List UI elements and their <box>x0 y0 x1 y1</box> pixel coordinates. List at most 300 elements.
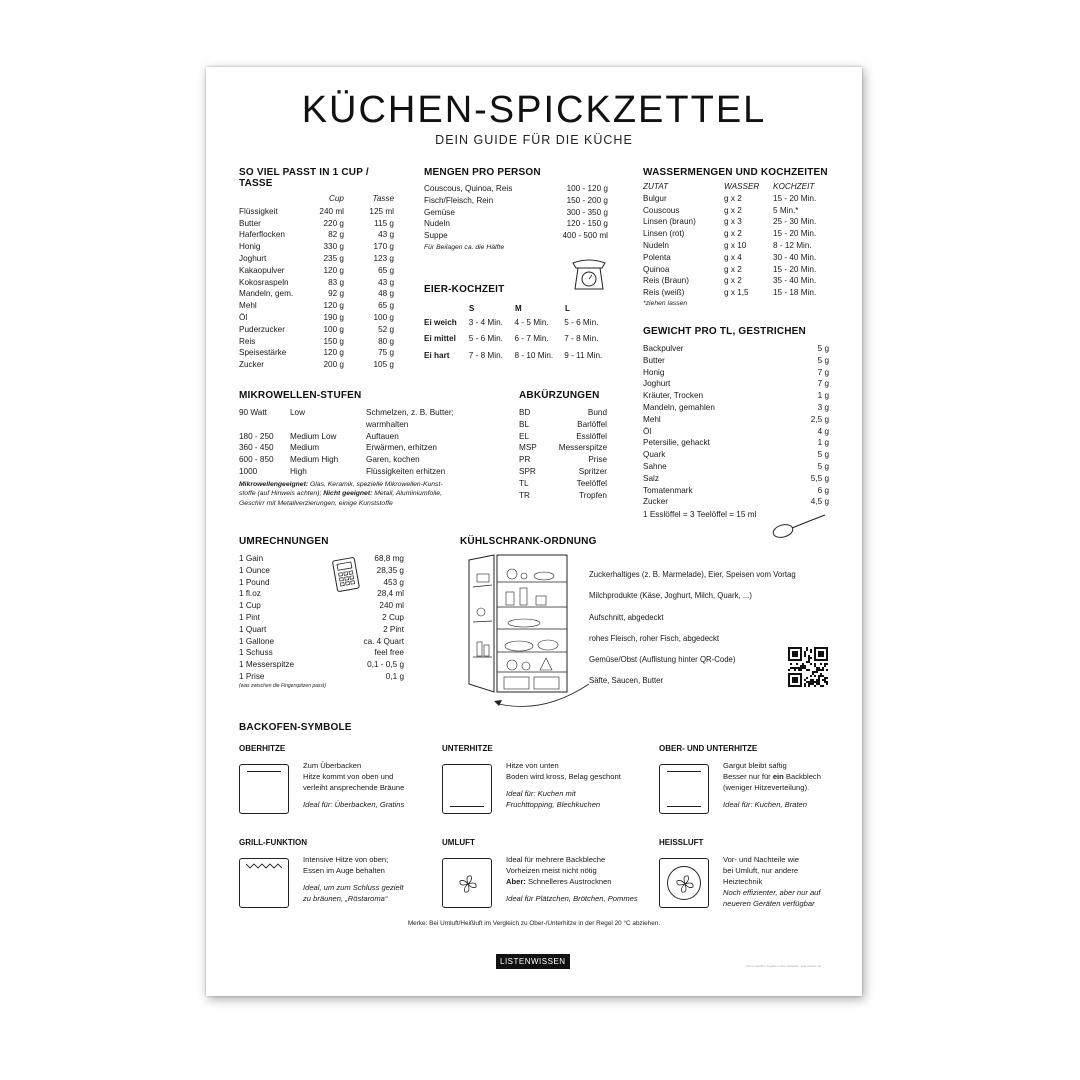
wasser-row-cell: Quinoa <box>643 264 670 274</box>
mengen-row <box>424 218 610 230</box>
wasser-row <box>643 275 829 287</box>
umluft-icon <box>442 858 492 908</box>
mikro-row-cell: warmhalten <box>366 419 409 429</box>
gewicht-row-cell: Joghurt <box>643 379 671 389</box>
gewicht-row-cell: Tomatenmark <box>643 485 693 495</box>
merke-note: Merke: Bei Umluft/Heißluft im Vergleich zu Ober-/Unterhitze in der Regel 20 °C abziehen. <box>407 920 661 927</box>
umrech-row-cell: 2 Pint <box>383 624 404 634</box>
umrech-row-cell: 1 Prise <box>239 671 265 681</box>
oven-grill-title: GRILL-FUNKTION <box>239 838 307 847</box>
cup-row-cell: Öl <box>239 312 248 322</box>
gewicht-row-cell: 5 g <box>817 450 829 460</box>
wasser-row-cell: g x 2 <box>724 193 742 203</box>
mikro-section <box>239 390 504 508</box>
micro-print: Keine Gewähr, Angaben ohne Garantie · listenwissen.de <box>746 964 822 968</box>
mikro-row-cell: Erwärmen, erhitzen <box>366 443 437 453</box>
gewicht-row-cell: 1 g <box>817 438 829 448</box>
mikro-row <box>239 442 504 454</box>
cup-row-cell: 75 g <box>378 348 394 358</box>
mikro-note-text-1: Glas, Keramik, spezielle Mikrowellen-Kunst- <box>308 480 443 488</box>
umrech-row-cell: 1 Gallone <box>239 636 275 646</box>
fridge-shelf-label: Zuckerhaltiges (z. B. Marmelade), Eier, Speisen vom Vortag <box>589 570 796 579</box>
unterhitze-line-1: Hitze von unten <box>506 761 559 770</box>
cup-row-cell: Puderzucker <box>239 324 285 334</box>
cup-row-cell: Mandeln, gem. <box>239 289 294 299</box>
eier-row-cell: 9 - 11 Min. <box>564 350 603 360</box>
eier-title: EIER-KOCHZEIT <box>424 284 505 295</box>
umrech-row-cell: 1 Ounce <box>239 565 270 575</box>
cup-row <box>239 300 399 312</box>
gewicht-row <box>643 437 829 449</box>
poster <box>206 67 862 996</box>
cup-row-cell: Mehl <box>239 301 257 311</box>
wasser-row-cell: 15 - 20 Min. <box>773 193 817 203</box>
abk-row-cell: BD <box>519 408 531 417</box>
fan-icon <box>674 873 696 895</box>
qr-code[interactable] <box>788 647 828 687</box>
oberunter-line-2 <box>723 771 843 782</box>
wasser-row-cell: Linsen (braun) <box>643 217 696 227</box>
abk-row-cell: Esslöffel <box>576 431 607 441</box>
oberunter-line-1: Gargut bleibt saftig <box>723 761 787 770</box>
abk-row-cell: Bund <box>587 408 607 417</box>
cup-row-cell: 120 g <box>323 301 344 311</box>
umrech-row-cell: 0,1 - 0,5 g <box>367 660 404 670</box>
umrech-row-cell: 1 Messerspitze <box>239 660 295 670</box>
umrech-row-cell: feel free <box>374 648 404 658</box>
umrech-title: UMRECHNUNGEN <box>239 536 329 547</box>
cup-row-cell: Zucker <box>239 360 265 370</box>
gewicht-row-cell: 1 g <box>817 391 829 401</box>
cup-row <box>239 253 399 265</box>
wasser-row <box>643 205 829 217</box>
oven-heissluft-title: HEISSLUFT <box>659 838 704 847</box>
umrech-row-cell: 240 ml <box>379 601 404 611</box>
heissluft-line-2: bei Umluft, nur andere <box>723 866 799 875</box>
gewicht-row <box>643 461 829 473</box>
mikro-row <box>239 466 504 478</box>
umluft-line-3-text: Schnelleres Austrocknen <box>525 877 612 886</box>
calculator-icon <box>330 556 362 594</box>
wasser-row-cell: 15 - 20 Min. <box>773 264 817 274</box>
mikro-row <box>239 419 504 431</box>
eier-row <box>424 350 614 362</box>
mikro-note-text-3: Metall, Aluminiumfolie, <box>372 490 442 498</box>
gewicht-row-cell: 5 g <box>817 461 829 471</box>
umrech-row-cell: 1 Schuss <box>239 648 273 658</box>
gewicht-row-cell: 4,5 g <box>810 497 829 507</box>
cup-row-cell: 43 g <box>378 230 394 240</box>
cup-row-cell: 92 g <box>328 289 344 299</box>
umluft-line-1: Ideal für mehrere Backbleche <box>506 855 606 864</box>
wasser-row <box>643 264 829 276</box>
fridge-shelf-label: Säfte, Saucen, Butter <box>589 676 664 686</box>
umrech-row <box>239 647 404 659</box>
umrech-row-cell: 68,8 mg <box>374 554 404 563</box>
abk-row <box>519 454 609 466</box>
spoon-icon <box>771 511 827 541</box>
gewicht-row-cell: Honig <box>643 367 665 377</box>
oberunter-line-3: (weniger Hitzeverteilung). <box>723 783 810 792</box>
abk-row-cell: PR <box>519 455 531 465</box>
brand-logo: LISTENWISSEN <box>496 954 570 969</box>
abk-row-cell: SPR <box>519 466 536 476</box>
mengen-title: MENGEN PRO PERSON <box>424 167 541 178</box>
cup-row-cell: Kakaopulver <box>239 265 285 275</box>
cup-row-cell: 330 g <box>323 242 344 252</box>
cup-row-cell: Haferflocken <box>239 230 285 240</box>
mikro-row-cell <box>239 419 290 431</box>
cup-row-cell: 82 g <box>328 230 344 240</box>
abk-title: ABKÜRZUNGEN <box>519 390 600 401</box>
cup-row <box>239 324 399 336</box>
gewicht-row <box>643 473 829 485</box>
mengen-row-cell: 150 - 200 g <box>566 195 608 205</box>
cup-row-cell: 80 g <box>378 336 394 346</box>
wasser-col-kochzeit: KOCHZEIT <box>773 182 815 191</box>
abk-row <box>519 419 609 431</box>
gewicht-row-cell: Kräuter, Trocken <box>643 391 704 401</box>
cup-row-cell: Honig <box>239 242 261 252</box>
eier-row-cell: 7 - 8 Min. <box>468 350 503 360</box>
heissluft-icon <box>659 858 709 908</box>
oven-unterhitze-title: UNTERHITZE <box>442 744 493 753</box>
mikro-note-text-4: Geschirr mit Metallverzierungen, einige Kunststoffe <box>239 499 393 507</box>
umrech-row-cell: 1 Cup <box>239 601 261 611</box>
wasser-row-cell: 15 - 20 Min. <box>773 229 817 239</box>
gewicht-row <box>643 485 829 497</box>
cup-row-cell: 150 g <box>323 336 344 346</box>
mikro-note-geeignet-label: Mikrowellengeeignet: <box>239 480 309 488</box>
grill-ideal-1: Ideal, um zum Schluss gezielt <box>303 883 404 892</box>
cup-row-cell: 120 g <box>323 348 344 358</box>
umrech-row <box>239 588 404 600</box>
cup-row-cell: 170 g <box>373 242 394 252</box>
wasser-section <box>643 167 829 308</box>
wasser-row-cell: Reis (weiß) <box>643 288 685 298</box>
cup-section <box>239 167 399 371</box>
wasser-note: *ziehen lassen <box>643 299 688 307</box>
mikro-row-cell: Schmelzen, z. B. Butter; <box>366 408 454 417</box>
eier-row-cell: 5 - 6 Min. <box>564 318 599 327</box>
wasser-row-cell: g x 2 <box>724 229 742 239</box>
mikro-row <box>239 431 504 443</box>
cup-row-cell: Butter <box>239 218 261 228</box>
eier-row <box>424 333 614 345</box>
umrech-row-cell: 1 Pound <box>239 577 270 587</box>
page-subtitle: DEIN GUIDE FÜR DIE KÜCHE <box>435 133 633 147</box>
mengen-section <box>424 167 610 252</box>
cup-title: SO VIEL PASST IN 1 CUP / TASSE <box>239 167 369 189</box>
cup-row <box>239 241 399 253</box>
cup-row-cell: Kokosraspeln <box>239 277 289 287</box>
abk-row <box>519 431 609 443</box>
unterhitze-icon <box>442 764 492 814</box>
cup-row <box>239 312 399 324</box>
wasser-row-cell: Couscous <box>643 205 680 215</box>
cup-row-cell: 115 g <box>374 218 394 228</box>
abk-row-cell: Messerspitze <box>558 443 607 453</box>
mengen-row <box>424 183 610 195</box>
gewicht-row-cell: 3 g <box>817 402 829 412</box>
gewicht-row-cell: Sahne <box>643 461 667 471</box>
page-title: KÜCHEN-SPICKZETTEL <box>301 89 767 131</box>
kuehl-section <box>460 536 597 547</box>
mikro-note-text-2: stoffe (auf Hinweis achten); <box>239 490 324 498</box>
kuehl-title: KÜHLSCHRANK-ORDNUNG <box>460 536 597 547</box>
umrech-row <box>239 624 404 636</box>
wasser-row <box>643 193 829 205</box>
abk-row-cell: Teelöffel <box>576 478 607 488</box>
grill-icon <box>239 858 289 908</box>
mikro-row <box>239 407 504 419</box>
cup-row-cell: Speisestärke <box>239 348 287 358</box>
umrech-section <box>239 536 404 689</box>
abk-row <box>519 478 609 490</box>
umrech-note: (was zwischen die Fingerspitzen passt) <box>239 682 326 689</box>
cup-row-cell: 105 g <box>373 360 394 370</box>
abk-row-cell: TR <box>519 490 530 500</box>
oven-oberhitze-title: OBERHITZE <box>239 744 286 753</box>
wasser-title: WASSERMENGEN UND KOCHZEITEN <box>643 167 828 178</box>
gewicht-row <box>643 343 829 355</box>
oberhitze-icon <box>239 764 289 814</box>
oberunter-line-2c: Backblech <box>783 772 821 781</box>
mengen-row-cell: Suppe <box>424 231 448 241</box>
oven-oberhitze-desc <box>303 760 428 810</box>
gewicht-row-cell: Zucker <box>643 497 669 507</box>
oven-umluft-desc <box>506 854 656 904</box>
umrech-row-cell: 453 g <box>383 577 404 587</box>
umrech-row-cell: 28,35 g <box>376 565 404 575</box>
cup-row-cell: 48 g <box>378 289 394 299</box>
gewicht-row-cell: Quark <box>643 450 666 460</box>
cup-row-cell: 65 g <box>378 265 394 275</box>
unterhitze-ideal-2: Fruchttopping, Blechkuchen <box>506 800 601 809</box>
mikro-row-cell: Auftauen <box>366 431 399 441</box>
cup-row-cell: 52 g <box>378 324 394 334</box>
cup-row <box>239 336 399 348</box>
wasser-row-cell: 5 Min.* <box>773 205 799 215</box>
oven-umluft-title: UMLUFT <box>442 838 475 847</box>
cup-row-cell: Flüssigkeit <box>239 206 278 216</box>
mengen-note: Für Beilagen ca. die Hälfte <box>424 243 505 251</box>
cup-col-tasse: Tasse <box>372 194 394 203</box>
umrech-row <box>239 671 404 683</box>
mikro-row-cell: Garen, kochen <box>366 455 420 465</box>
ober-unterhitze-icon <box>659 764 709 814</box>
wasser-row-cell: g x 10 <box>724 240 747 250</box>
umluft-ideal: Ideal für Plätzchen, Brötchen, Pommes <box>506 894 638 903</box>
gewicht-row-cell: Butter <box>643 355 665 365</box>
eier-row-cell: Ei mittel <box>424 334 456 344</box>
eier-row-cell: 8 - 10 Min. <box>514 350 554 360</box>
gewicht-row-cell: Petersilie, gehackt <box>643 438 710 448</box>
mikro-row-cell: Flüssigkeiten erhitzen <box>366 466 446 476</box>
wasser-row <box>643 216 829 228</box>
gewicht-row <box>643 390 829 402</box>
oven-unterhitze-desc <box>506 760 636 810</box>
oven-oberunter-title: OBER- UND UNTERHITZE <box>659 744 758 753</box>
umrech-row <box>239 553 404 565</box>
cup-row <box>239 229 399 241</box>
eier-row-cell: 6 - 7 Min. <box>514 334 549 344</box>
mikro-row-cell: High <box>290 466 307 476</box>
wasser-row-cell: g x 1,5 <box>724 288 749 298</box>
umluft-line-2: Vorheizen meist nicht nötig <box>506 866 597 875</box>
wasser-row-cell: Linsen (rot) <box>643 229 685 239</box>
abk-row-cell: Spritzer <box>578 466 607 476</box>
cup-row-cell: 220 g <box>323 218 344 228</box>
eier-row-cell: Ei hart <box>424 350 450 360</box>
wasser-row-cell: 15 - 18 Min. <box>773 288 817 298</box>
gewicht-row <box>643 496 829 508</box>
gewicht-row-cell: 5 g <box>817 344 829 353</box>
umrech-row-cell: 0,1 g <box>385 671 404 681</box>
wasser-row-cell: Bulgur <box>643 193 667 203</box>
umrech-row-cell: 1 fl.oz <box>239 589 261 599</box>
mikro-note-nicht-label: Nicht geeignet: <box>323 490 373 498</box>
gewicht-row-cell: Backpulver <box>643 344 684 353</box>
umrech-row-cell: 28,4 ml <box>377 589 404 599</box>
eier-row-cell: 3 - 4 Min. <box>468 318 503 327</box>
heissluft-line-1: Vor- und Nachteile wie <box>723 855 799 864</box>
gewicht-note: 1 Esslöffel = 3 Teelöffel = 15 ml <box>643 510 757 520</box>
heissluft-ideal-1: Noch effizienter, aber nur auf <box>723 888 821 897</box>
wasser-row-cell: 30 - 40 Min. <box>773 252 817 262</box>
eier-row <box>424 317 614 329</box>
fridge-shelf-label: rohes Fleisch, roher Fisch, abgedeckt <box>589 633 720 643</box>
abk-row <box>519 407 609 419</box>
mengen-row-cell: Couscous, Quinoa, Reis <box>424 184 513 193</box>
wasser-row-cell: g x 2 <box>724 205 742 215</box>
fridge-shelf-label: Milchprodukte (Käse, Joghurt, Milch, Quark, ...) <box>589 591 752 601</box>
cup-row <box>239 347 399 359</box>
mikro-row-cell: Medium <box>290 443 320 453</box>
heissluft-ideal-2: neueren Geräten verfügbar <box>723 899 815 908</box>
heissluft-line-3: Heiztechnik <box>723 877 763 886</box>
mengen-row <box>424 195 610 207</box>
oberunter-line-2b: ein <box>772 772 784 781</box>
wasser-row-cell: Reis (Braun) <box>643 276 689 286</box>
umrech-row <box>239 600 404 612</box>
abk-row-cell: Tropfen <box>579 490 607 500</box>
mengen-row-cell: 120 - 150 g <box>566 219 608 229</box>
mikro-row-cell: 360 - 450 <box>239 443 274 453</box>
eier-col-s: S <box>469 304 475 313</box>
oven-grill-desc <box>303 854 423 904</box>
cup-row-cell: 65 g <box>378 301 394 311</box>
mikro-row-cell <box>290 419 366 431</box>
cup-row-cell: 123 g <box>373 253 394 263</box>
umluft-line-3 <box>506 876 656 887</box>
mengen-row <box>424 230 610 242</box>
cup-row <box>239 218 399 230</box>
gewicht-row <box>643 414 829 426</box>
abk-row <box>519 466 609 478</box>
gewicht-title: GEWICHT PRO TL, GESTRICHEN <box>643 326 806 337</box>
abk-row-cell: MSP <box>519 443 537 453</box>
umrech-row <box>239 612 404 624</box>
abk-row-cell: Barlöffel <box>577 419 607 429</box>
mikro-row-cell: 600 - 850 <box>239 455 274 465</box>
eier-section <box>424 284 614 366</box>
oberhitze-ideal: Ideal für: Überbacken, Gratins <box>303 800 405 809</box>
cup-row-cell: 240 ml <box>319 206 344 216</box>
umrech-row <box>239 636 404 648</box>
gewicht-row <box>643 367 829 379</box>
gewicht-row-cell: Mehl <box>643 414 661 424</box>
fridge-shelf-label: Gemüse/Obst (Auflistung hinter QR-Code) <box>589 655 736 665</box>
cup-row-cell: 100 g <box>323 324 344 334</box>
eier-col-l: L <box>565 304 570 313</box>
eier-row-cell: 7 - 8 Min. <box>564 334 599 344</box>
abk-row-cell: BL <box>519 419 530 429</box>
mikro-row-cell: Low <box>290 408 306 417</box>
wasser-row <box>643 240 829 252</box>
abk-row <box>519 442 609 454</box>
mikro-title: MIKROWELLEN-STUFEN <box>239 390 362 401</box>
cup-row-cell: Reis <box>239 336 256 346</box>
umrech-row-cell: 1 Gain <box>239 554 264 563</box>
mikro-row-cell: 90 Watt <box>239 408 267 417</box>
cup-row <box>239 277 399 289</box>
gewicht-row-cell: Öl <box>643 426 652 436</box>
mikro-row <box>239 454 504 466</box>
umrech-row <box>239 659 404 671</box>
oven-oberunter-desc <box>723 760 843 810</box>
wasser-row-cell: g x 2 <box>724 264 742 274</box>
mikro-note <box>239 480 504 509</box>
backofen-title: BACKOFEN-SYMBOLE <box>239 722 352 733</box>
wasser-row-cell: 35 - 40 Min. <box>773 276 817 286</box>
umluft-line-3-bold: Aber: <box>506 877 526 886</box>
cup-row-cell: 83 g <box>328 277 344 287</box>
gewicht-row-cell: 7 g <box>817 379 829 389</box>
cup-row-cell: 100 g <box>373 312 394 322</box>
unterhitze-ideal-1: Ideal für: Kuchen mit <box>506 789 576 798</box>
gewicht-row-cell: 2,5 g <box>810 414 829 424</box>
mengen-row-cell: 400 - 500 ml <box>562 231 608 241</box>
mengen-row <box>424 207 610 219</box>
mengen-row-cell: 300 - 350 g <box>566 207 608 217</box>
unterhitze-line-2: Boden wird kross, Belag geschont <box>506 772 621 781</box>
grill-line-1: Intensive Hitze von oben; <box>303 855 389 864</box>
gewicht-row-cell: 6 g <box>817 485 829 495</box>
gewicht-row-cell: 7 g <box>817 367 829 377</box>
umrech-row-cell: ca. 4 Quart <box>363 636 404 646</box>
cup-row <box>239 206 399 218</box>
cup-row <box>239 265 399 277</box>
mikro-row-cell: 180 - 250 <box>239 431 274 441</box>
fridge-illustration <box>464 552 599 712</box>
gewicht-row <box>643 426 829 438</box>
mengen-row-cell: Nudeln <box>424 219 450 229</box>
cup-row-cell: 125 ml <box>369 206 394 216</box>
abk-row <box>519 490 609 502</box>
grill-line-2: Essen im Auge behalten <box>303 866 385 875</box>
gewicht-row-cell: Salz <box>643 473 659 483</box>
cup-row-cell: 200 g <box>323 360 344 370</box>
gewicht-row <box>643 449 829 461</box>
gewicht-row-cell: Mandeln, gemahlen <box>643 402 715 412</box>
mengen-row-cell: Fisch/Fleisch, Rein <box>424 195 494 205</box>
cup-row <box>239 288 399 300</box>
umrech-row-cell: 1 Quart <box>239 624 267 634</box>
oberhitze-line-1: Zum Überbacken <box>303 761 362 770</box>
abk-row-cell: Prise <box>588 455 607 465</box>
wasser-col-wasser: WASSER <box>724 182 760 191</box>
